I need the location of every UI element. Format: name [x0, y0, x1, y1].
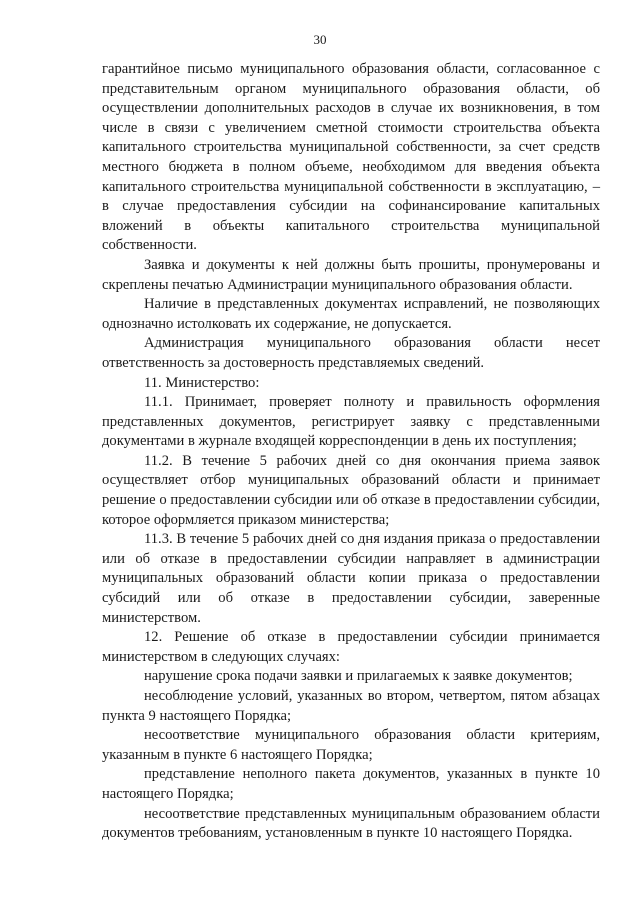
- paragraph-section-12: 12. Решение об отказе в предоставлении субсидии принимается министерством в следующих случаях:: [102, 629, 600, 665]
- list-item-documents-mismatch: несоответствие представленных муниципальным образованием области документов требованиям, установленным в пункте 10 настоящего Порядка.: [102, 805, 600, 842]
- paragraph-guarantee-letter: гарантийное письмо муниципального образования области, согласованное с представительным органом муниципального образования области, об осуществлении дополнительных расходов в случае их возникновения, в том числе в связи с увеличением сметной стоимости строительства объекта капитального строительства муниципальной собственности, за счет средств местного бюджета в полном объеме, необходимом для введения объекта капитального строительства муниципальной собственности в эксплуатацию, – в случае предоставления субсидии на софинансирование капитальных вложений в объекты капитального строительства муниципальной собственности.: [102, 61, 600, 254]
- list-item-incomplete-package: представление неполного пакета документов, указанных в пункте 10 настоящего Порядка;: [102, 766, 600, 802]
- paragraph-section-11-1: 11.1. Принимает, проверяет полноту и правильность оформления представленных документов, регистрирует заявку с представленными документами в журнале входящей корреспонденции в день их поступления;: [102, 394, 600, 450]
- list-item-conditions-noncompliance: несоблюдение условий, указанных во втором, четвертом, пятом абзацах пункта 9 настоящего Порядка;: [102, 688, 600, 724]
- list-item-criteria-mismatch: несоответствие муниципального образования области критериям, указанным в пункте 6 настоящего Порядка;: [102, 727, 600, 763]
- page-number: 30: [313, 32, 327, 47]
- paragraph-binding-requirements: Заявка и документы к ней должны быть прошиты, пронумерованы и скреплены печатью Администрации муниципального образования области.: [102, 256, 600, 293]
- document-body: [102, 60, 600, 844]
- paragraph-corrections-not-allowed: Наличие в представленных документах исправлений, не позволяющих однозначно истолковать их содержание, не допускается.: [102, 296, 600, 332]
- paragraph-section-11-heading: 11. Министерство:: [144, 374, 260, 391]
- paragraph-section-11-2: 11.2. В течение 5 рабочих дней со дня окончания приема заявок осуществляет отбор муниципальных образований области и принимает решение о предоставлении субсидии или об отказе в предоставлении субсидии, которое оформляется приказом министерства;: [102, 452, 600, 528]
- list-item-deadline-violation: нарушение срока подачи заявки и прилагаемых к заявке документов;: [144, 668, 573, 685]
- paragraph-administration-responsibility: Администрация муниципального образования области несет ответственность за достоверность представляемых сведений.: [102, 335, 600, 371]
- paragraph-section-11-3: 11.3. В течение 5 рабочих дней со дня издания приказа о предоставлении или об отказе в предоставлении субсидии направляет в администрации муниципальных образований области копии приказа о предоставлении субсидий или об отказе в предоставлении субсидии, заверенные министерством.: [102, 531, 600, 626]
